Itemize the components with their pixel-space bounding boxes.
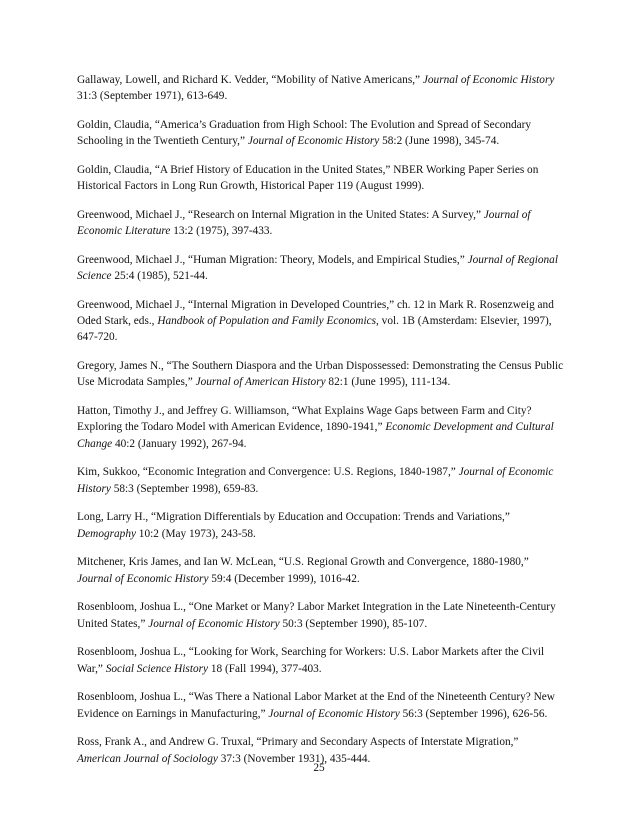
reference-details: 58:2 (June 1998), 345-74.: [379, 135, 500, 148]
reference-entry: [77, 599, 565, 631]
reference-text: Rosenbloom, Joshua L., “Looking for Work, Searching for Workers: U.S. Labor Markets after the Civil War,”: [77, 646, 545, 675]
reference-source: Journal of American History: [195, 376, 326, 389]
reference-source: American Journal of Sociology: [77, 752, 218, 765]
reference-details: 25:4 (1985), 521-44.: [111, 270, 208, 283]
reference-details: 59:4 (December 1999), 1016-42.: [208, 572, 360, 585]
reference-list: [77, 72, 565, 779]
reference-entry: [77, 644, 565, 676]
reference-details: , vol. 1B (Amsterdam: Elsevier, 1997), 647-720.: [77, 315, 552, 344]
reference-entry: [77, 72, 565, 104]
reference-details: 58:3 (September 1998), 659-83.: [110, 482, 259, 495]
reference-details: 31:3 (September 1971), 613-649.: [77, 90, 228, 103]
reference-entry: [77, 689, 565, 721]
reference-details: 18 (Fall 1994), 377-403.: [208, 662, 322, 675]
reference-entry: [77, 509, 565, 541]
reference-text: Ross, Frank A., and Andrew G. Truxal, “Primary and Secondary Aspects of Interstate Migration,”: [77, 736, 519, 749]
reference-source: Journal of Economic History: [268, 707, 400, 720]
reference-source: Handbook of Population and Family Economics: [157, 315, 377, 328]
reference-source: Journal of Economic History: [148, 617, 280, 630]
reference-entry: [77, 207, 565, 239]
reference-details: 40:2 (January 1992), 267-94.: [112, 437, 247, 450]
reference-entry: [77, 297, 565, 346]
reference-text: Gallaway, Lowell, and Richard K. Vedder, “Mobility of Native Americans,”: [77, 74, 423, 86]
reference-source: Journal of Economic History: [77, 572, 209, 585]
reference-details: 10:2 (May 1973), 243-58.: [135, 527, 256, 540]
reference-text: Kim, Sukkoo, “Economic Integration and Convergence: U.S. Regions, 1840-1987,”: [77, 466, 459, 479]
reference-text: Rosenbloom, Joshua L., “One Market or Many? Labor Market Integration in the Late Nineteenth-Century United States,”: [77, 601, 556, 630]
reference-source: Journal of Regional Science: [77, 254, 558, 283]
reference-source: Demography: [77, 527, 136, 540]
reference-text: Greenwood, Michael J., “Internal Migration in Developed Countries,” ch. 12 in Mark R. Rosenzweig and Oded Stark, eds.,: [77, 299, 554, 328]
reference-source: Journal of Economic Literature: [77, 209, 531, 238]
reference-text: Gregory, James N., “The Southern Diaspora and the Urban Dispossessed: Demonstrating the Census Public Use Microdata Samples,”: [77, 360, 564, 389]
reference-details: 13:2 (1975), 397-433.: [170, 225, 273, 238]
reference-text: Goldin, Claudia, “America’s Graduation from High School: The Evolution and Spread of Secondary Schooling in the Twentieth Century,”: [77, 119, 532, 148]
reference-entry: [77, 162, 565, 194]
reference-details: 50:3 (September 1990), 85-107.: [279, 617, 428, 630]
reference-source: Journal of Economic History: [77, 466, 554, 495]
reference-source: Social Science History: [105, 662, 209, 675]
reference-source: Journal of Economic History: [422, 74, 555, 86]
reference-text: Goldin, Claudia, “A Brief History of Education in the United States,” NBER Working Paper Series on Historical Factors in Long Run Growth, Historical Paper 119 (August 1999).: [77, 164, 539, 193]
page-number: 25: [313, 762, 325, 774]
reference-entry: [77, 554, 565, 586]
reference-source: Journal of Economic History: [247, 135, 380, 148]
reference-entry: [77, 358, 565, 390]
reference-details: 82:1 (June 1995), 111-134.: [325, 376, 451, 389]
reference-details: 37:3 (November 1931), 435-444.: [217, 752, 371, 765]
reference-details: 56:3 (September 1996), 626-56.: [399, 707, 548, 720]
reference-entry: [77, 464, 565, 496]
reference-text: Greenwood, Michael J., “Research on Internal Migration in the United States: A Survey,”: [77, 209, 484, 221]
reference-entry: [77, 403, 565, 452]
reference-text: Hatton, Timothy J., and Jeffrey G. Williamson, “What Explains Wage Gaps between Farm and City? Exploring the Todaro Model with American Evidence, 1890-1941,”: [77, 405, 532, 434]
reference-source: Economic Development and Cultural Change: [77, 421, 554, 450]
reference-entry: [77, 117, 565, 149]
reference-text: Long, Larry H., “Migration Differentials by Education and Occupation: Trends and Variations,”: [77, 511, 510, 524]
reference-text: Mitchener, Kris James, and Ian W. McLean, “U.S. Regional Growth and Convergence, 1880-1980,”: [77, 556, 529, 569]
reference-text: Greenwood, Michael J., “Human Migration: Theory, Models, and Empirical Studies,”: [77, 254, 468, 266]
reference-entry: [77, 252, 565, 284]
reference-text: Rosenbloom, Joshua L., “Was There a National Labor Market at the End of the Nineteenth Century? New Evidence on Earnings in Manufacturing,”: [77, 691, 555, 720]
